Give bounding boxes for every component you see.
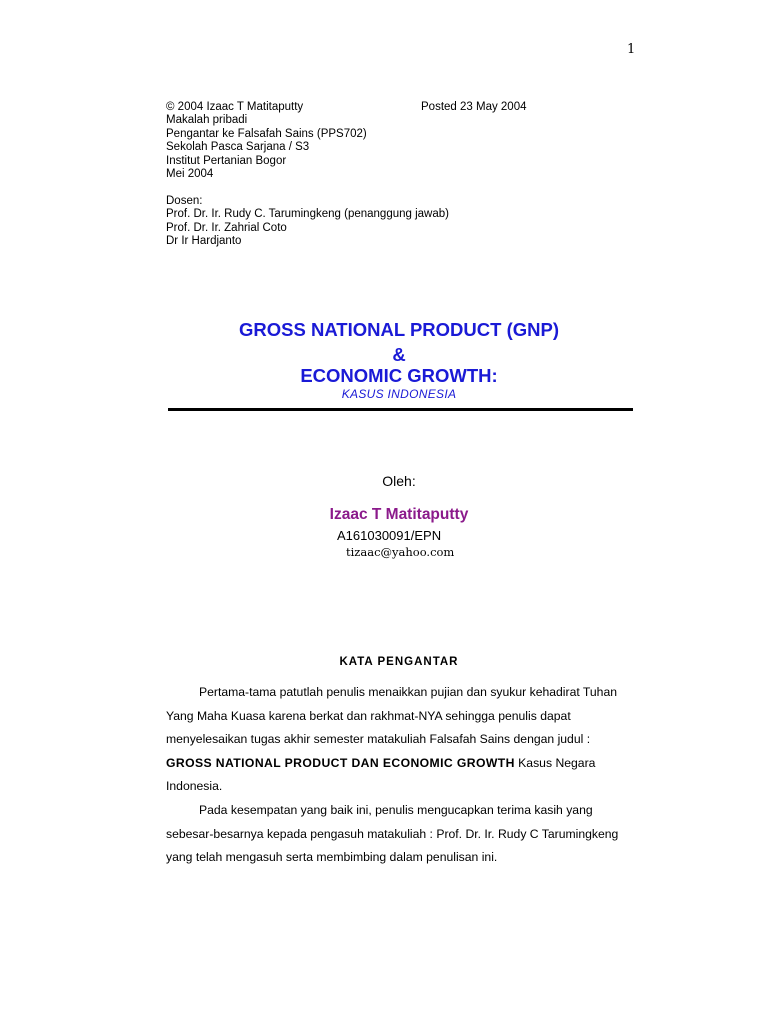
section-heading: KATA PENGANTAR	[339, 656, 459, 668]
paper-type-line: Makalah pribadi	[166, 114, 248, 127]
school-line: Sekolah Pasca Sarjana / S3	[166, 141, 310, 154]
paper-title-bold: GROSS NATIONAL PRODUCT DAN ECONOMIC GROWTH	[166, 755, 515, 770]
by-label: Oleh:	[382, 473, 416, 489]
institute-line: Institut Pertanian Bogor	[166, 154, 287, 167]
title-line-3: ECONOMIC GROWTH:	[300, 365, 498, 386]
title-divider	[168, 408, 633, 411]
lecturer-item: Prof. Dr. Ir. Zahrial Coto	[166, 221, 287, 234]
paragraph-1	[166, 681, 636, 799]
title-line-2: &	[392, 344, 406, 365]
paragraph-1-text: Pertama-tama patutlah penulis menaikkan pujian dan syukur kehadirat Tuhan Yang Maha Kuasa karena berkat dan rakhmat-NYA sehingga penulis dapat menyelesaikan tugas akhir semester matakuliah Falsafah Sains dengan judul :	[166, 685, 618, 747]
course-line: Pengantar ke Falsafah Sains (PPS702)	[166, 127, 367, 140]
subtitle: KASUS INDONESIA	[341, 387, 457, 401]
title-line-1: GROSS NATIONAL PRODUCT (GNP)	[239, 319, 559, 340]
posted-date: Posted 23 May 2004	[421, 101, 527, 113]
copyright-line: © 2004 Izaac T Matitaputty	[166, 101, 304, 113]
preface-body	[166, 681, 636, 870]
paragraph-1-end: Kasus Negara Indonesia.	[166, 755, 596, 794]
lecturers-label: Dosen:	[166, 195, 203, 207]
lecturer-item: Dr Ir Hardjanto	[166, 235, 242, 248]
author-email: tizaac@yahoo.com	[346, 545, 455, 559]
document-info	[166, 101, 367, 181]
paragraph-2: Pada kesempatan yang baik ini, penulis mengucapkan terima kasih yang sebesar-besarnya kepada pengasuh matakuliah : Prof. Dr. Ir. Rudy C Tarumingkeng yang telah mengasuh serta membimbing dalam penulisan ini.	[166, 802, 619, 865]
lecturers-block	[166, 195, 449, 249]
lecturer-item: Prof. Dr. Ir. Rudy C. Tarumingkeng (penanggung jawab)	[166, 208, 449, 221]
student-id: A161030091/EPN	[337, 528, 442, 543]
author-name: Izaac T Matitaputty	[329, 506, 469, 523]
page-number: 1	[627, 42, 636, 57]
date-line: Mei 2004	[166, 168, 214, 181]
